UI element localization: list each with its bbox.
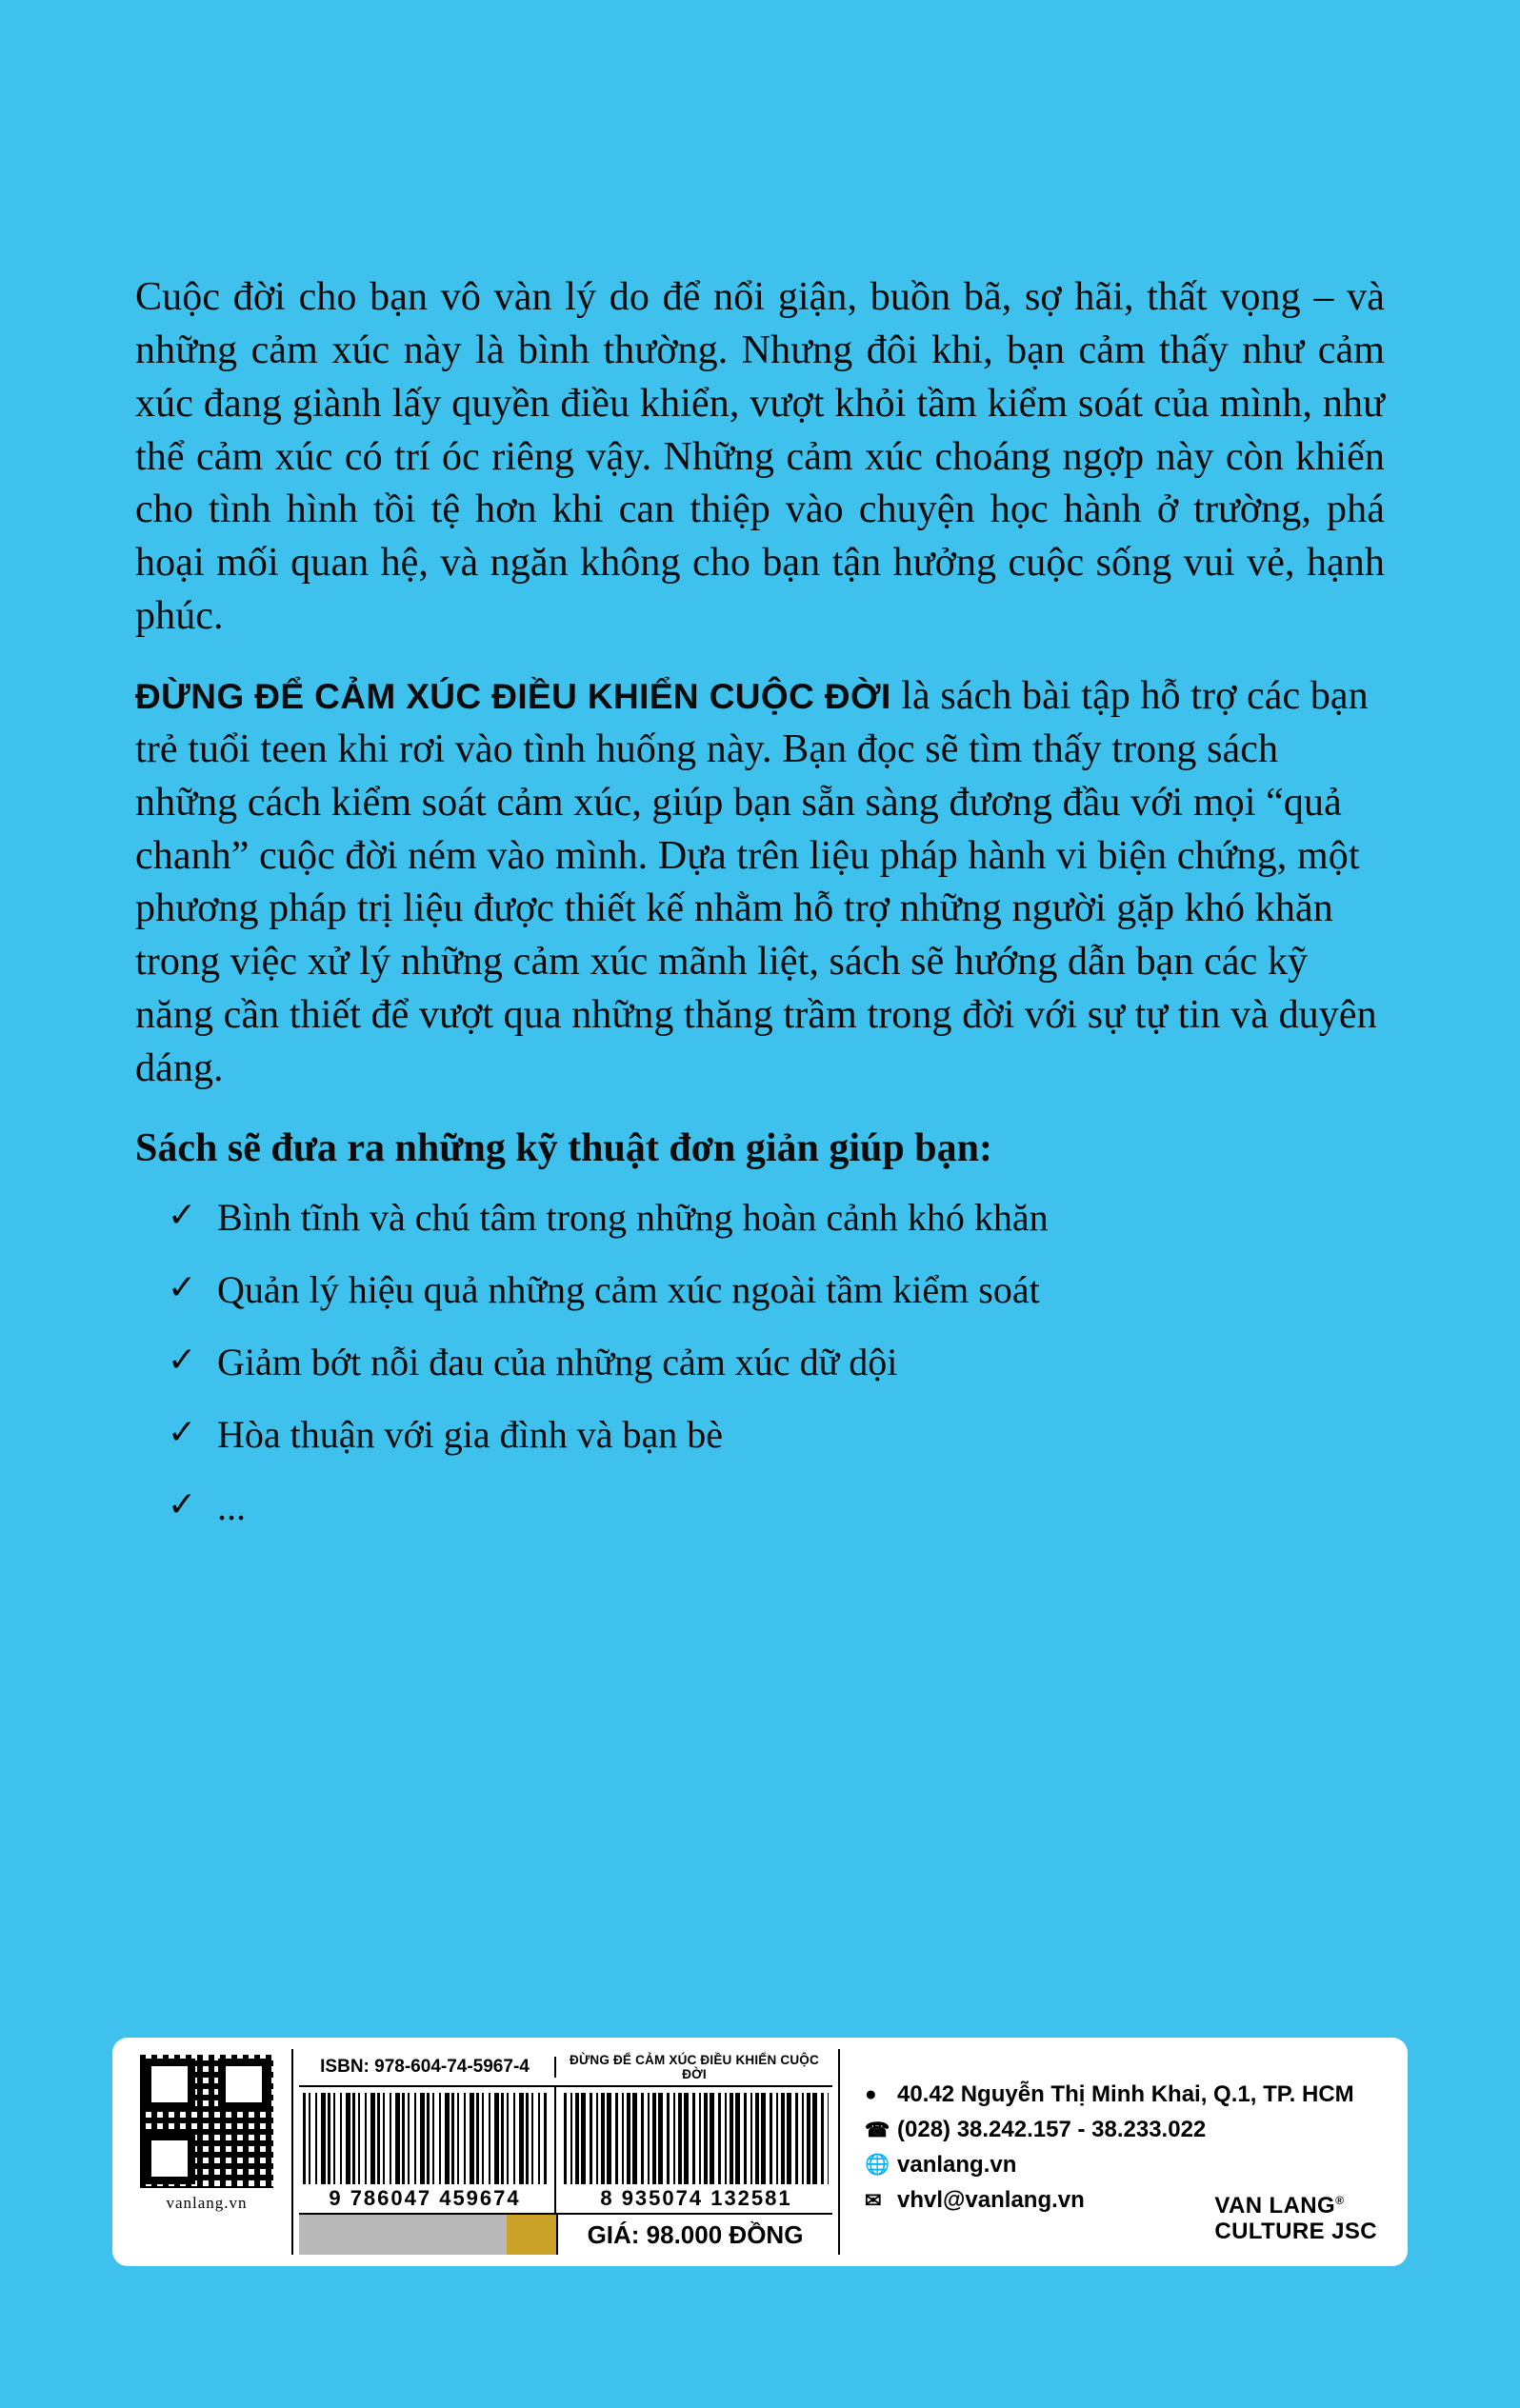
barcode-digits: 9 786047 459674 (329, 2186, 521, 2210)
list-item-label: ... (217, 1484, 246, 1528)
publisher-info (844, 2049, 1394, 2255)
list-item (168, 1265, 1385, 1315)
publisher-footer (112, 2038, 1408, 2266)
color-strip (299, 2215, 558, 2255)
check-icon: ✓ (168, 1484, 197, 1523)
book-description-paragraph (135, 670, 1385, 1096)
ean-barcode (556, 2087, 832, 2213)
intro-paragraph: Cuộc đời cho bạn vô vàn lý do để nổi giận, buồn bã, sợ hãi, thất vọng – và những cảm xúc này là bình thường. Nhưng đôi khi, bạn cảm thấy như cảm xúc đang giành lấy quyền điều khiển, vượt khỏi tầm kiểm soát của mình, như thể cảm xúc có trí óc riêng vậy. Những cảm xúc choáng ngợp này còn khiến cho tình hình tồi tệ hơn khi can thiệp vào chuyện học hành ở trường, phá hoại mối quan hệ, và ngăn không cho bạn tận hưởng cuộc sống vui vẻ, hạnh phúc. (135, 275, 1385, 639)
qr-eye-icon (144, 2133, 195, 2184)
barcode-stripes (303, 2093, 547, 2184)
qr-code-icon (140, 2055, 273, 2188)
list-item (168, 1410, 1385, 1460)
list-item-label: Hòa thuận với gia đình và bạn bè (217, 1412, 724, 1456)
barcode-bars-row (299, 2085, 832, 2213)
book-title-mini: ĐỪNG ĐỂ CẢM XÚC ĐIỀU KHIỂN CUỘC ĐỜI (570, 2053, 819, 2081)
check-icon: ✓ (168, 1340, 197, 1379)
logo-text-1: VAN LANG (1214, 2193, 1336, 2219)
back-cover-text-block (135, 271, 1385, 1555)
list-item-label: Quản lý hiệu quả những cảm xúc ngoài tầm kiểm soát (217, 1267, 1040, 1311)
barcode-stripes (564, 2093, 829, 2184)
logo-line-2: CULTURE JSC (1214, 2219, 1377, 2245)
qr-block (126, 2049, 288, 2255)
phone-icon: ☎ (865, 2119, 890, 2141)
list-item (168, 1193, 1385, 1243)
publisher-address: 40.42 Nguyễn Thị Minh Khai, Q.1, TP. HCM (897, 2081, 1354, 2107)
list-item-label: Giảm bớt nỗi đau của những cảm xúc dữ dội (217, 1340, 898, 1383)
publisher-phone: (028) 38.242.157 - 38.233.022 (897, 2117, 1207, 2142)
location-pin-icon: ● (865, 2083, 877, 2105)
envelope-icon: ✉ (865, 2189, 882, 2212)
publisher-email: vhvl@vanlang.vn (897, 2187, 1085, 2213)
publisher-logo (1214, 2194, 1377, 2245)
benefits-lead-in: Sách sẽ đưa ra những kỹ thuật đơn giản giúp bạn: (135, 1125, 992, 1170)
barcode-block (291, 2049, 840, 2255)
barcode-digits: 8 935074 132581 (600, 2186, 792, 2210)
book-description-rest: là sách bài tập hỗ trợ các bạn trẻ tuổi teen khi rơi vào tình huống này. Bạn đọc sẽ tìm thấy trong sách những cách kiểm soát cảm xúc, giúp bạn sẵn sàng đương đầu với mọi “quả chanh” cuộc đời ném vào mình. Dựa trên liệu pháp hành vi biện chứng, một phương pháp trị liệu được thiết kế nhằm hỗ trợ những người gặp khó khăn trong việc xử lý những cảm xúc mãnh liệt, sách sẽ hướng dẫn bạn các kỹ năng cần thiết để vượt qua những thăng trầm trong đời với sự tự tin và duyên dáng. (135, 674, 1377, 1091)
list-item-label: Bình tĩnh và chú tâm trong những hoàn cảnh khó khăn (217, 1195, 1049, 1239)
barcode-header (299, 2049, 832, 2085)
benefits-list (135, 1193, 1385, 1532)
publisher-web-line (865, 2152, 1394, 2179)
list-item (168, 1338, 1385, 1387)
list-item (168, 1483, 1385, 1532)
publisher-website: vanlang.vn (897, 2152, 1017, 2178)
check-icon: ✓ (168, 1195, 197, 1234)
registered-mark: ® (1335, 2194, 1345, 2208)
price-row (299, 2213, 832, 2255)
publisher-address-line (865, 2081, 1394, 2108)
isbn-label: ISBN: 978-604-74-5967-4 (299, 2057, 556, 2078)
globe-icon: 🌐 (865, 2154, 890, 2176)
qr-caption: vanlang.vn (166, 2194, 248, 2212)
price-label: GIÁ: 98.000 ĐỒNG (587, 2219, 804, 2249)
logo-line-1 (1214, 2194, 1377, 2219)
isbn-barcode (299, 2087, 556, 2213)
check-icon: ✓ (168, 1267, 197, 1306)
check-icon: ✓ (168, 1412, 197, 1451)
book-title-inline: ĐỪNG ĐỂ CẢM XÚC ĐIỀU KHIỂN CUỘC ĐỜI (135, 677, 891, 717)
publisher-phone-line (865, 2117, 1394, 2143)
